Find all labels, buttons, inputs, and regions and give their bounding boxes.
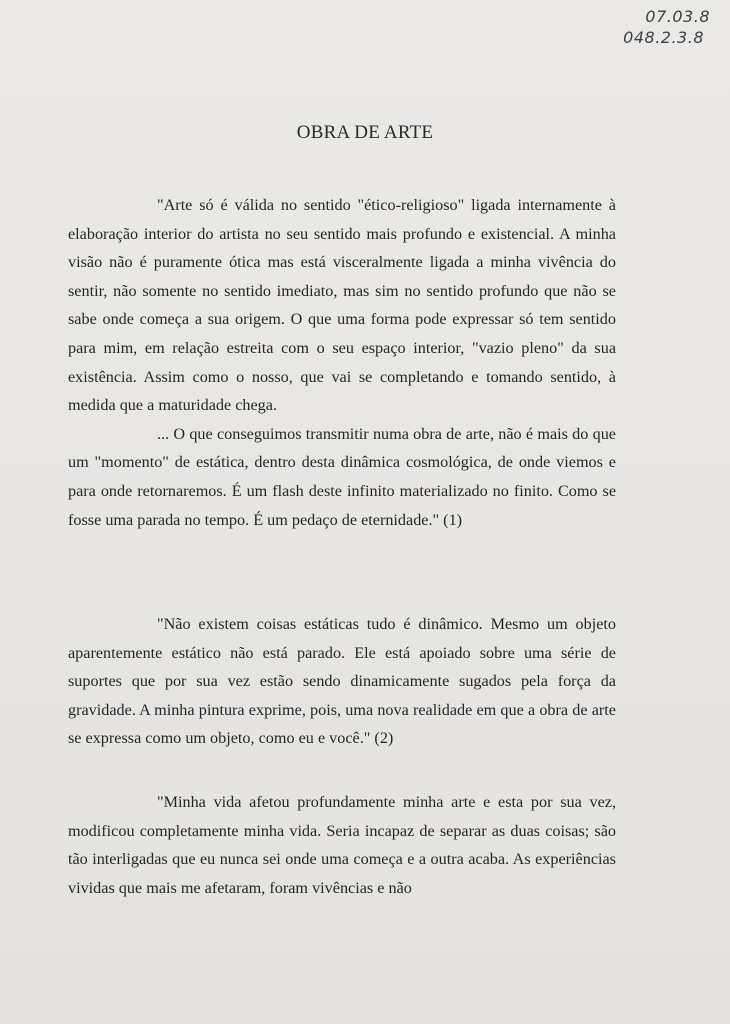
paragraph-2: ... O que conseguimos transmitir numa obra de arte, não é mais do que um "momento" de estática, dentro desta dinâmica cosmológica, de onde viemos e para onde retornaremos. É um flash deste infinito materializado no finito. Como se fosse uma parada no tempo. É um pedaço de eternidade." (1) — [68, 424, 616, 529]
document-title: OBRA DE ARTE — [296, 122, 434, 143]
paragraph-4: "Minha vida afetou profundamente minha arte e esta por sua vez, modificou completamente minha vida. Seria incapaz de separar as duas coisas; são tão interligadas que eu nunca sei onde uma começa e a outra acaba. As experiências vividas que mais me afetaram, foram vivências e não — [68, 793, 616, 897]
quote-block-3 — [68, 788, 616, 902]
handwritten-annotation — [600, 6, 710, 48]
annotation-line-2: 048.2.3.8 — [623, 28, 704, 47]
quote-block-2 — [68, 610, 616, 753]
annotation-line-1: 07.03.8 — [645, 7, 710, 26]
paragraph-3: "Não existem coisas estáticas tudo é dinâmico. Mesmo um objeto aparentemente estático não está parado. Ele está apoiado sobre uma série de suportes que por sua vez estão sendo dinamicamente sugados pela força da gravidade. A minha pintura exprime, pois, uma nova realidade em que a obra de arte se expressa como um objeto, como eu e você." (2) — [68, 615, 616, 748]
quote-block-1 — [68, 191, 616, 534]
paragraph-1: "Arte só é válida no sentido "ético-religioso" ligada internamente à elaboração interior do artista no seu sentido mais profundo e existencial. A minha visão não é puramente ótica mas está visceralmente ligada a minha vivência do sentir, não somente no sentido imediato, mas sim no sentido profundo que não se sabe onde começa a sua origem. O que uma forma pode expressar só tem sentido para mim, em relação estreita com o seu espaço interior, "vazio pleno" da sua existência. Assim como o nosso, que vai se completando e tomando sentido, à medida que a maturidade chega. — [68, 196, 616, 415]
